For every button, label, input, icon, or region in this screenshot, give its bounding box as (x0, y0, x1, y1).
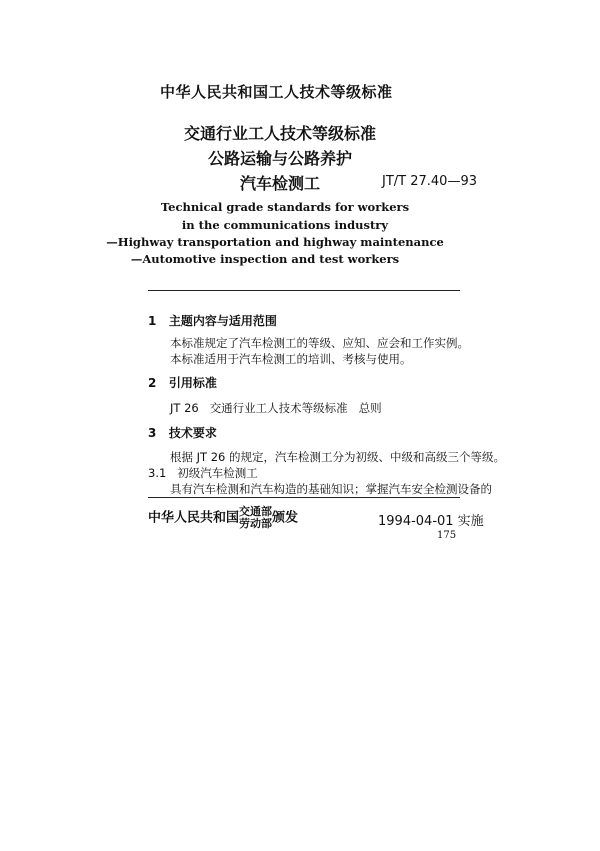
section-1-line-2: 本标准适用于汽车检测工的培训、考核与使用。 (170, 352, 412, 366)
section-1-heading (148, 312, 277, 329)
section-number: 2 (148, 376, 157, 390)
footer-divider (148, 497, 460, 498)
issuer (148, 506, 298, 530)
section-1-line-1: 本标准规定了汽车检测工的等级、应知、应会和工作实例。 (170, 336, 469, 350)
subsection-title: 初级汽车检测工 (177, 466, 258, 480)
page-number: 175 (437, 530, 457, 541)
standard-code: JT/T 27.40—93 (382, 174, 477, 189)
section-title: 主题内容与适用范围 (168, 314, 277, 328)
title-line-3: 汽车检测工 (239, 174, 320, 193)
section-3-heading (148, 424, 217, 441)
section-number: 1 (148, 314, 157, 328)
standard-series-header: 中华人民共和国工人技术等级标准 (160, 83, 393, 101)
subsection-number: 3.1 (148, 466, 167, 480)
effective-date: 1994-04-01 实施 (378, 514, 484, 529)
issuer-dept-1: 交通部 (239, 505, 273, 518)
section-number: 3 (148, 426, 157, 440)
english-title-4: —Automotive inspection and test workers (130, 252, 400, 266)
subsection-3-1-line: 具有汽车检测和汽车构造的基础知识；掌握汽车安全检测设备的 (170, 482, 492, 496)
title-line-1: 交通行业工人技术等级标准 (183, 124, 376, 143)
english-title-2: in the communications industry (181, 218, 389, 232)
english-title-3: —Highway transportation and highway maintenance (106, 235, 444, 249)
top-divider (148, 290, 460, 291)
reference-entry (170, 400, 382, 416)
section-2-heading (148, 374, 217, 391)
english-title-1: Technical grade standards for workers (160, 200, 410, 214)
issuer-dept-2: 劳动部 (239, 517, 273, 530)
section-title: 技术要求 (168, 426, 217, 440)
title-line-2: 公路运输与公路养护 (207, 149, 352, 168)
issuer-prefix: 中华人民共和国 (148, 510, 240, 526)
issuer-departments (239, 506, 272, 530)
section-3-para: 根据 JT 26 的规定，汽车检测工分为初级、中级和高级三个等级。 (170, 450, 506, 464)
ref-part: 总则 (358, 401, 382, 415)
ref-code: JT 26 (170, 401, 199, 415)
section-title: 引用标准 (168, 376, 217, 390)
subsection-3-1-heading (148, 465, 258, 481)
ref-title: 交通行业工人技术等级标准 (209, 401, 348, 415)
issuer-suffix: 颁发 (272, 510, 299, 526)
